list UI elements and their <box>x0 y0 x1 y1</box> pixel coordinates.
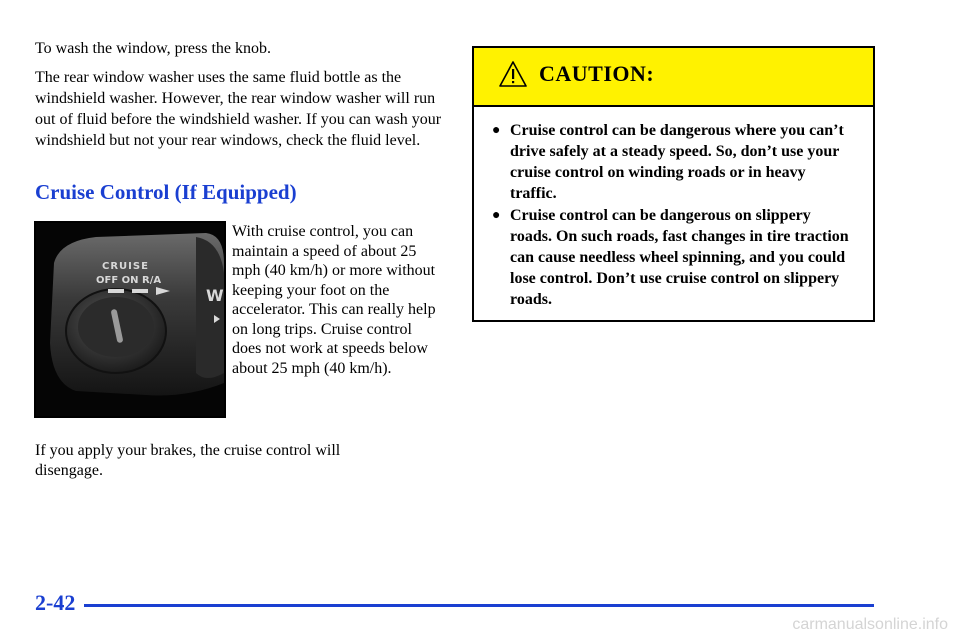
rear-washer-text: The rear window washer uses the same fluid bottle as the windshield washer. However, the rear window washer will run out of fluid before the windshield washer. If you can wash your windshield but not your rear windows, check the fluid level. <box>35 69 442 149</box>
watermark: carmanualsonline.info <box>792 616 948 633</box>
caution-header <box>474 48 873 107</box>
cruise-intro-text: With cruise control, you can maintain a speed of about 25 mph (40 km/h) or more without keeping your foot on the accelerator. This can really help on long trips. Cruise control does not work at speeds below about 25 mph (40 km/h). <box>232 223 436 377</box>
caution-item <box>492 205 852 310</box>
caution-item <box>492 120 852 204</box>
photo-label-cruise: CRUISE <box>102 261 149 272</box>
brake-disengage-text: If you apply your brakes, the cruise control will disengage. <box>35 442 341 479</box>
bullet-icon: ● <box>492 123 501 138</box>
caution-box <box>472 46 875 322</box>
page-number: 2-42 <box>35 590 76 615</box>
warning-triangle-icon <box>498 60 528 88</box>
section-title: Cruise Control (If Equipped) <box>35 180 297 204</box>
left-column <box>35 38 445 159</box>
caution-item-text: Cruise control can be dangerous on slippery roads. On such roads, fast changes in tire traction can cause needless wheel spinning, and you could lose control. Don’t use cruise control on slippery roads. <box>510 207 849 308</box>
caution-list <box>492 120 852 311</box>
caution-title: CAUTION: <box>539 61 655 86</box>
footer-rule <box>84 604 874 607</box>
bullet-icon: ● <box>492 208 501 223</box>
photo-label-modes: OFF ON R/A <box>96 275 162 286</box>
photo-label-w: W <box>206 286 224 305</box>
wash-window-text: To wash the window, press the knob. <box>35 40 272 57</box>
cruise-stalk-photo <box>34 221 226 418</box>
caution-item-text: Cruise control can be dangerous where you can’t drive safely at a steady speed. So, don’t use your cruise control on winding roads or in heavy traffic. <box>510 122 844 202</box>
